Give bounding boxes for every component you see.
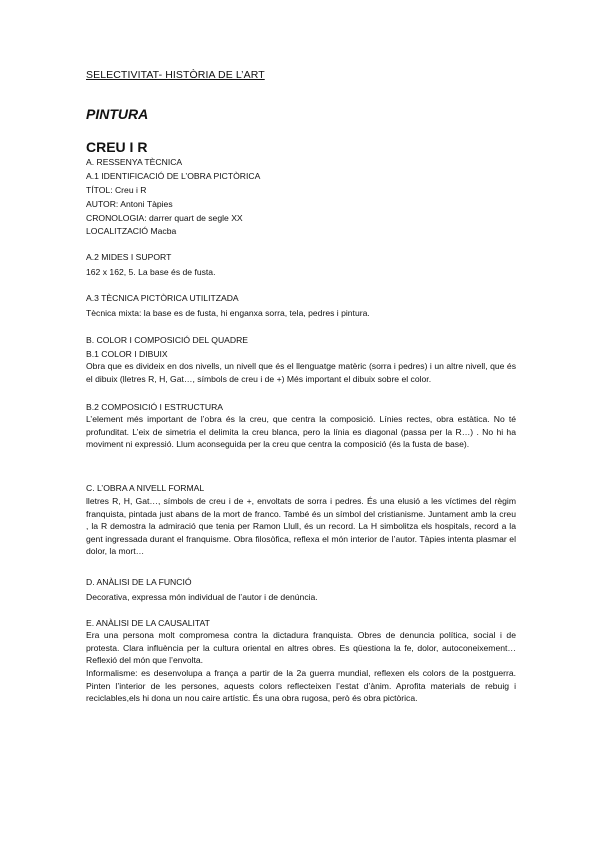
heading-c-formal-level: C. L’OBRA A NIVELL FORMAL (86, 483, 205, 493)
heading-a3-technique: A.3 TÈCNICA PICTÒRICA UTILITZADA (86, 293, 239, 303)
document-title: SELECTIVITAT- HISTÒRIA DE L’ART (86, 69, 265, 81)
heading-b-color-composition: B. COLOR I COMPOSICIÓ DEL QUADRE (86, 335, 249, 345)
causality-paragraph-2: Informalisme: es desenvolupa a frança a partir de la 2a guerra mundial, reflexen els colors de la postguerra. Pinten l’interior de les persones, aquests colors reflecteixen l’estat d’ànim. Aprofita materials de rebuig i reciclables,els hi dona un nou caire artístic. És una obra rugosa, però és obra pictòrica. (86, 668, 516, 704)
heading-b2-composition: B.2 COMPOSICIÓ I ESTRUCTURA (86, 402, 224, 412)
chronology-line: CRONOLOGIA: darrer quart de segle XX (86, 213, 243, 223)
location-line: LOCALITZACIÓ Macba (86, 226, 177, 236)
heading-d-function: D. ANÀLISI DE LA FUNCIÓ (86, 577, 192, 587)
heading-a-technical-review: A. RESSENYA TÈCNICA (86, 157, 183, 167)
heading-e-causality: E. ANÀLISI DE LA CAUSALITAT (86, 618, 210, 628)
artwork-title: CREU I R (86, 139, 148, 155)
color-drawing-paragraph: Obra que es divideix en dos nivells, un nivell que és el llenguatge matèric (sorra i pedres) i un altre nivell, que és el dibuix (lletres R, H, Gat…, símbols de creu i de +) Més important el dibuix sobre el color. (86, 361, 516, 384)
causality-paragraph-1: Era una persona molt compromesa contra la dictadura franquista. Obres de denuncia política, social i de protesta. Clara influència per la cultura oriental en altres obres. Es qüestiona la fe, dolor, autoconeixement… Reflexió del món que l’envolta. (86, 630, 516, 666)
title-line: TÍTOL: Creu i R (86, 185, 147, 195)
formal-level-paragraph: lletres R, H, Gat…, símbols de creu i de +, envoltats de sorra i pedres. És una elusió a les víctimes del règim franquista, pintada just abans de la mort de franco. També és un símbol del cristianisme. Juntament amb la creu , la R demostra la admiració que tenia per Ramon Llull, és un record. La H simbolitza els hospitals, record a la gent ingressada durant el franquisme. Obra filosòfica, reflexa el món interior de l’autor. Tàpies intenta plasmar el dolor, la mort… (86, 496, 516, 557)
heading-a2-dimensions: A.2 MIDES I SUPORT (86, 252, 172, 262)
author-line: AUTOR: Antoni Tàpies (86, 199, 173, 209)
composition-paragraph: L’element més important de l’obra és la creu, que centra la composició. Línies rectes, obra estàtica. No té profunditat. L’eix de simetria el delimita la creu blanca, pero la línia es diagonal (passa per la R…) . No hi ha moviment ni expressió. Llum aconseguida per la creu que centra la composició (és la fusta de base). (86, 414, 516, 450)
dimensions-text: 162 x 162, 5. La base és de fusta. (86, 267, 216, 277)
function-text: Decorativa, expressa món individual de l’autor i de denúncia. (86, 592, 318, 602)
heading-a1-identification: A.1 IDENTIFICACIÓ DE L’OBRA PICTÒRICA (86, 171, 261, 181)
heading-b1-color-drawing: B.1 COLOR I DIBUIX (86, 349, 168, 359)
section-title: PINTURA (86, 106, 149, 122)
technique-text: Tècnica mixta: la base es de fusta, hi enganxa sorra, tela, pedres i pintura. (86, 308, 370, 318)
